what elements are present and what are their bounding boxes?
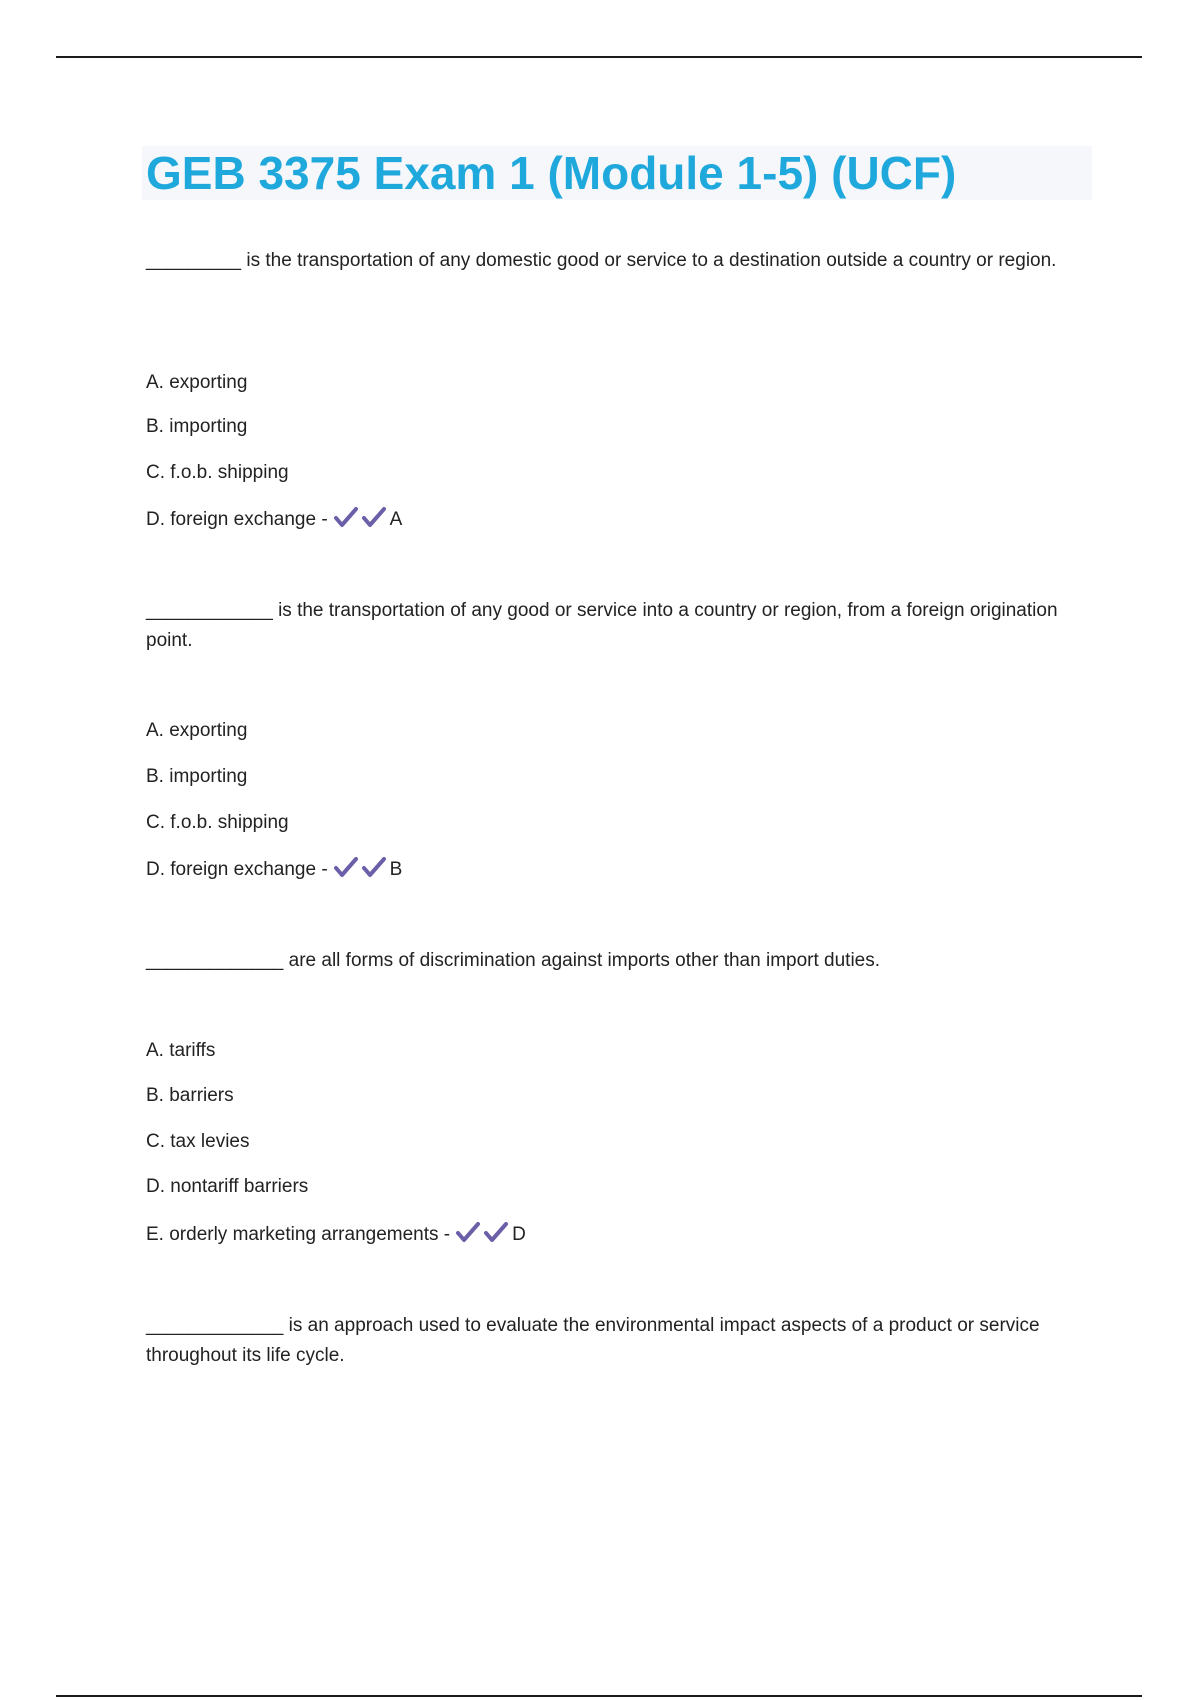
question-2-answer-line [146,856,402,886]
page-title: GEB 3375 Exam 1 (Module 1-5) (UCF) [146,147,957,199]
question-1-option-d: D. foreign exchange - [146,509,328,530]
question-2-option-a: A. exporting [146,720,248,741]
question-1-answer-line [146,506,402,536]
check-icon [334,856,358,886]
question-4-text: _____________ is an approach used to evaluate the environmental impact aspects of a product or service throughout its life cycle. [146,1315,1040,1366]
top-rule [56,56,1142,58]
question-2-option-c: C. f.o.b. shipping [146,812,289,833]
question-2-option-d: D. foreign exchange - [146,859,328,880]
bottom-rule [56,1695,1142,1697]
question-1-answer: A [389,509,403,530]
question-2-text: ____________ is the transportation of any good or service into a country or region, from a foreign origination point. [146,600,1058,651]
question-1-option-c: C. f.o.b. shipping [146,462,289,483]
question-3-text: _____________ are all forms of discrimination against imports other than import duties. [146,950,881,971]
check-icon [334,506,358,536]
question-1-option-b: B. importing [146,416,248,437]
question-3-option-e: E. orderly marketing arrangements - [146,1224,451,1245]
check-icon [362,506,386,536]
question-3-answer: D [512,1224,526,1245]
question-1-text: _________ is the transportation of any domestic good or service to a destination outside a country or region. [146,250,1057,271]
check-icon [362,856,386,886]
question-3-option-b: B. barriers [146,1085,234,1106]
question-2-answer: B [389,859,403,880]
question-3-option-d: D. nontariff barriers [146,1176,309,1197]
question-3-option-c: C. tax levies [146,1131,250,1152]
question-3-answer-line [146,1221,526,1251]
question-1-option-a: A. exporting [146,372,248,393]
question-3-option-a: A. tariffs [146,1040,216,1061]
check-icon [456,1221,480,1251]
question-2-option-b: B. importing [146,766,248,787]
check-icon [484,1221,508,1251]
